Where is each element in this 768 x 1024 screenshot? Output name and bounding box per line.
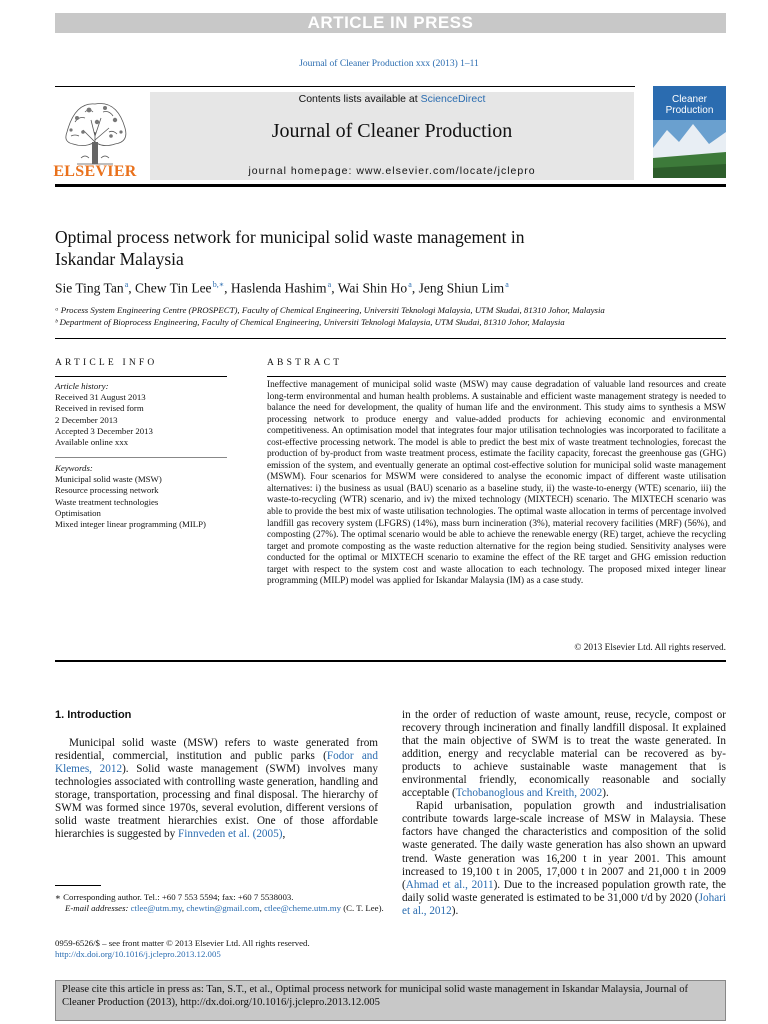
elsevier-wordmark: ELSEVIER	[53, 163, 137, 180]
citation-link[interactable]: Ahmad et al., 2011	[405, 878, 494, 891]
affiliation-a: ᵃ Process System Engineering Centre (PROSPECT), Faculty of Chemical Engineering, Universiti Teknologi Malaysia, UTM Skudai, 81310 Johor, Malaysia	[55, 305, 605, 315]
footnote-rule	[55, 885, 101, 886]
journal-homepage[interactable]: journal homepage: www.elsevier.com/locate/jclepro	[248, 165, 536, 177]
email-link[interactable]: ctlee@cheme.utm.my	[264, 903, 342, 913]
history-item: Received 31 August 2013	[55, 392, 146, 403]
section-heading-introduction: 1. Introduction	[55, 709, 132, 721]
cite-this-article-box: Please cite this article in press as: Tan, S.T., et al., Optimal process network for municipal solid waste management in Iskandar Malaysia, Journal of Cleaner Production (2013), http://dx.doi.org/10.1016/j.jclepro.2013.12.005	[55, 980, 726, 1021]
journal-title: Journal of Cleaner Production	[271, 120, 513, 142]
keywords-rule	[55, 457, 227, 458]
article-in-press-banner: ARTICLE IN PRESS	[55, 13, 726, 33]
citation-link[interactable]: Finnveden et al. (2005)	[178, 828, 283, 841]
paragraph: in the order of reduction of waste amount, reuse, recycle, compost or recovery through incineration and finally landfill disposal. It explained that the main objective of SWM is to treat the waste generated. In addition, energy and recyclable material can be recovered as by-products to achieve sustainable waste management that is environmental friendly, economically reasonable and socially acceptable (Tchobanoglous and Kreith, 2002).	[402, 709, 726, 800]
history-item: Accepted 3 December 2013	[55, 425, 153, 436]
info-top-rule	[55, 338, 726, 339]
abstract-text: Ineffective management of municipal solid waste (MSW) may cause degradation of valuable land resources and create long-term environmental and human health problems. A sustainable and efficient waste management strategy is needed to balance the need for development, the quality of human life and the environment. This study aims to synthesis a MSW processing network to produce energy and value-added products for achieving economic and environmental competitiveness. An optimisation model that integrates four major utilisation technologies was incorporated to facilitate a cost-effective processing network. The model is able to predict the best mix of waste treatment technologies, forecast the production of by-product from waste treatment process, estimate the facility capacity, forecast the greenhouse gas (GHG) emission of the system, and eventually generate an optimal cost-effective solution for municipal solid waste management (MSWM). Four scenarios for MSWM were considered to analyse the economic impact of different waste utilisation alternatives: i) the business as usual (BAU) scenario as a baseline study, ii) the waste-to-energy (WTE) scenario, iii) the waste-to-recycling (WTR) scenario, and iv) the mixed technology (MIXTECH) scenario. The MIXTECH scenario was able to provide the best mix of waste utilisation technologies. The optimal waste allocation in terms of percentage involved landfill gas recovery system (LFGRS) (14%), mass burn incineration (3%), material recovery facilities (MRF) (56%), and composting (27%). The optimal scenario would be able to achieve the renewable energy (RE) target, achieve the recycling target and promote composting as the waste reduction alternative for the region being studied. Sensitivity analyses were conducted for the optimal or MIXTECH scenario to examine the effect of the RE target and GHG emission reduction target with respect to the system cost and waste allocation to each technology. The proposed mixed integer linear programming (MILP) model was applied for Iskandar Malaysia (IM) as a case study.	[267, 380, 726, 587]
article-history: Article history: Received 31 August 2013 Received in revised form 2 December 2013 Accepted 3 December 2013 Available online xxx	[55, 381, 227, 448]
citation-link[interactable]: Johari et al., 2012	[402, 891, 726, 917]
header-top-rule	[55, 86, 635, 87]
history-item: Available online xxx	[55, 437, 129, 448]
author-affiliation-sup[interactable]: a	[505, 280, 509, 289]
author-name: Chew Tin Lee	[135, 280, 212, 296]
front-matter: 0959-6526/$ – see front matter © 2013 Elsevier Ltd. All rights reserved. http://dx.doi.org/10.1016/j.jclepro.2013.12.005	[55, 938, 310, 959]
header-bottom-rule	[55, 184, 726, 187]
abstract-heading: ABSTRACT	[267, 358, 343, 368]
journal-reference-link[interactable]: Journal of Cleaner Production xxx (2013) 1–11	[299, 59, 479, 69]
keywords: Keywords: Municipal solid waste (MSW) Resource processing network Waste treatment technologies Optimisation Mixed integer linear programming (MILP)	[55, 463, 227, 530]
intro-left-column	[55, 737, 378, 841]
paper-title: Optimal process network for municipal solid waste management in Iskandar Malaysia	[55, 227, 525, 269]
author-affiliation-sup[interactable]: a	[408, 280, 412, 289]
corresponding-author-footnote: ∗ Corresponding author. Tel.: +60 7 553 5594; fax: +60 7 5538003. E-mail addresses: ctlee@utm.my, chewtin@gmail.com, ctlee@cheme.utm.my (C. T. Lee).	[55, 892, 384, 913]
author-affiliation-sup[interactable]: a	[327, 280, 332, 289]
history-item: Received in revised form	[55, 403, 144, 414]
keyword-item: Municipal solid waste (MSW)	[55, 474, 162, 485]
author-affiliation-sup[interactable]: a	[124, 280, 129, 289]
article-info-heading: ARTICLE INFO	[55, 358, 158, 368]
author-name: Sie Ting Tan	[55, 280, 124, 296]
paragraph: Municipal solid waste (MSW) refers to waste generated from residential, commercial, institution and public parks (Fodor and Klemes, 2012). Solid waste management (SWM) involves many technologies associated with controlling waste generation, handling and storage, transportation, processing and final disposal. The hierarchy of SWM was formed since 1970s, several evolution, different versions of solid waste treatment hierarchies exist. One of those affordable hierarchies is suggested by Finnveden et al. (2005),	[55, 737, 378, 841]
keyword-item: Resource processing network	[55, 485, 159, 496]
history-item: 2 December 2013	[55, 414, 118, 425]
sciencedirect-link[interactable]: ScienceDirect	[420, 93, 486, 105]
contents-available-line: Contents lists available at ScienceDirect	[298, 93, 486, 105]
paragraph: Rapid urbanisation, population growth and industrialisation contribute towards large-scale increase of MSW in Malaysia. These factors have changed the characteristics and composition of the solid waste generated. The daily waste generation has also shown an upward trend. Waste generation was 16,200 t in year 2001. This amount increased to 19,100 t in 2005, 17,000 t in 2007 and 21,000 t in 2009 (Ahmad et al., 2011). Due to the increased population growth rate, the daily solid waste generated is estimated to be 31,000 t/d by 2020 (Johari et al., 2012).	[402, 800, 726, 917]
abstract-rule	[267, 376, 726, 377]
keyword-item: Waste treatment technologies	[55, 496, 159, 507]
intro-right-column	[402, 709, 726, 918]
author-name: Wai Shin Ho	[337, 280, 408, 296]
keyword-item: Mixed integer linear programming (MILP)	[55, 519, 206, 530]
author-list: Sie Ting Tan $^a$, Chew Tin Lee $^{b,∗}$, Haslenda Hashim $^a$, Wai Shin Ho $^a$, Jeng Shiun Lim $^a$	[55, 280, 509, 296]
cover-title: Cleaner Production	[665, 94, 714, 116]
email-link[interactable]: ctlee@utm.my	[130, 903, 182, 913]
email-link[interactable]: chewtin@gmail.com	[186, 903, 260, 913]
abstract-bottom-rule	[55, 660, 726, 662]
abstract-copyright: © 2013 Elsevier Ltd. All rights reserved.	[574, 643, 726, 653]
journal-cover-image[interactable]	[653, 86, 726, 178]
author-name: Haslenda Hashim	[230, 280, 327, 296]
keyword-item: Optimisation	[55, 507, 101, 518]
author-affiliation-sup[interactable]: b,∗	[212, 280, 225, 289]
citation-link[interactable]: Tchobanoglous and Kreith, 2002	[455, 787, 603, 800]
article-info-rule	[55, 376, 227, 377]
citation-link[interactable]: Fodor and Klemes, 2012	[55, 750, 378, 776]
doi-link[interactable]: http://dx.doi.org/10.1016/j.jclepro.2013.12.005	[55, 949, 221, 959]
journal-header-box	[150, 92, 634, 180]
author-name: Jeng Shiun Lim	[418, 280, 505, 296]
affiliation-b: ᵇ Department of Bioprocess Engineering, Faculty of Chemical Engineering, Universiti Teknologi Malaysia, UTM Skudai, 81310 Johor, Malaysia	[55, 317, 565, 327]
